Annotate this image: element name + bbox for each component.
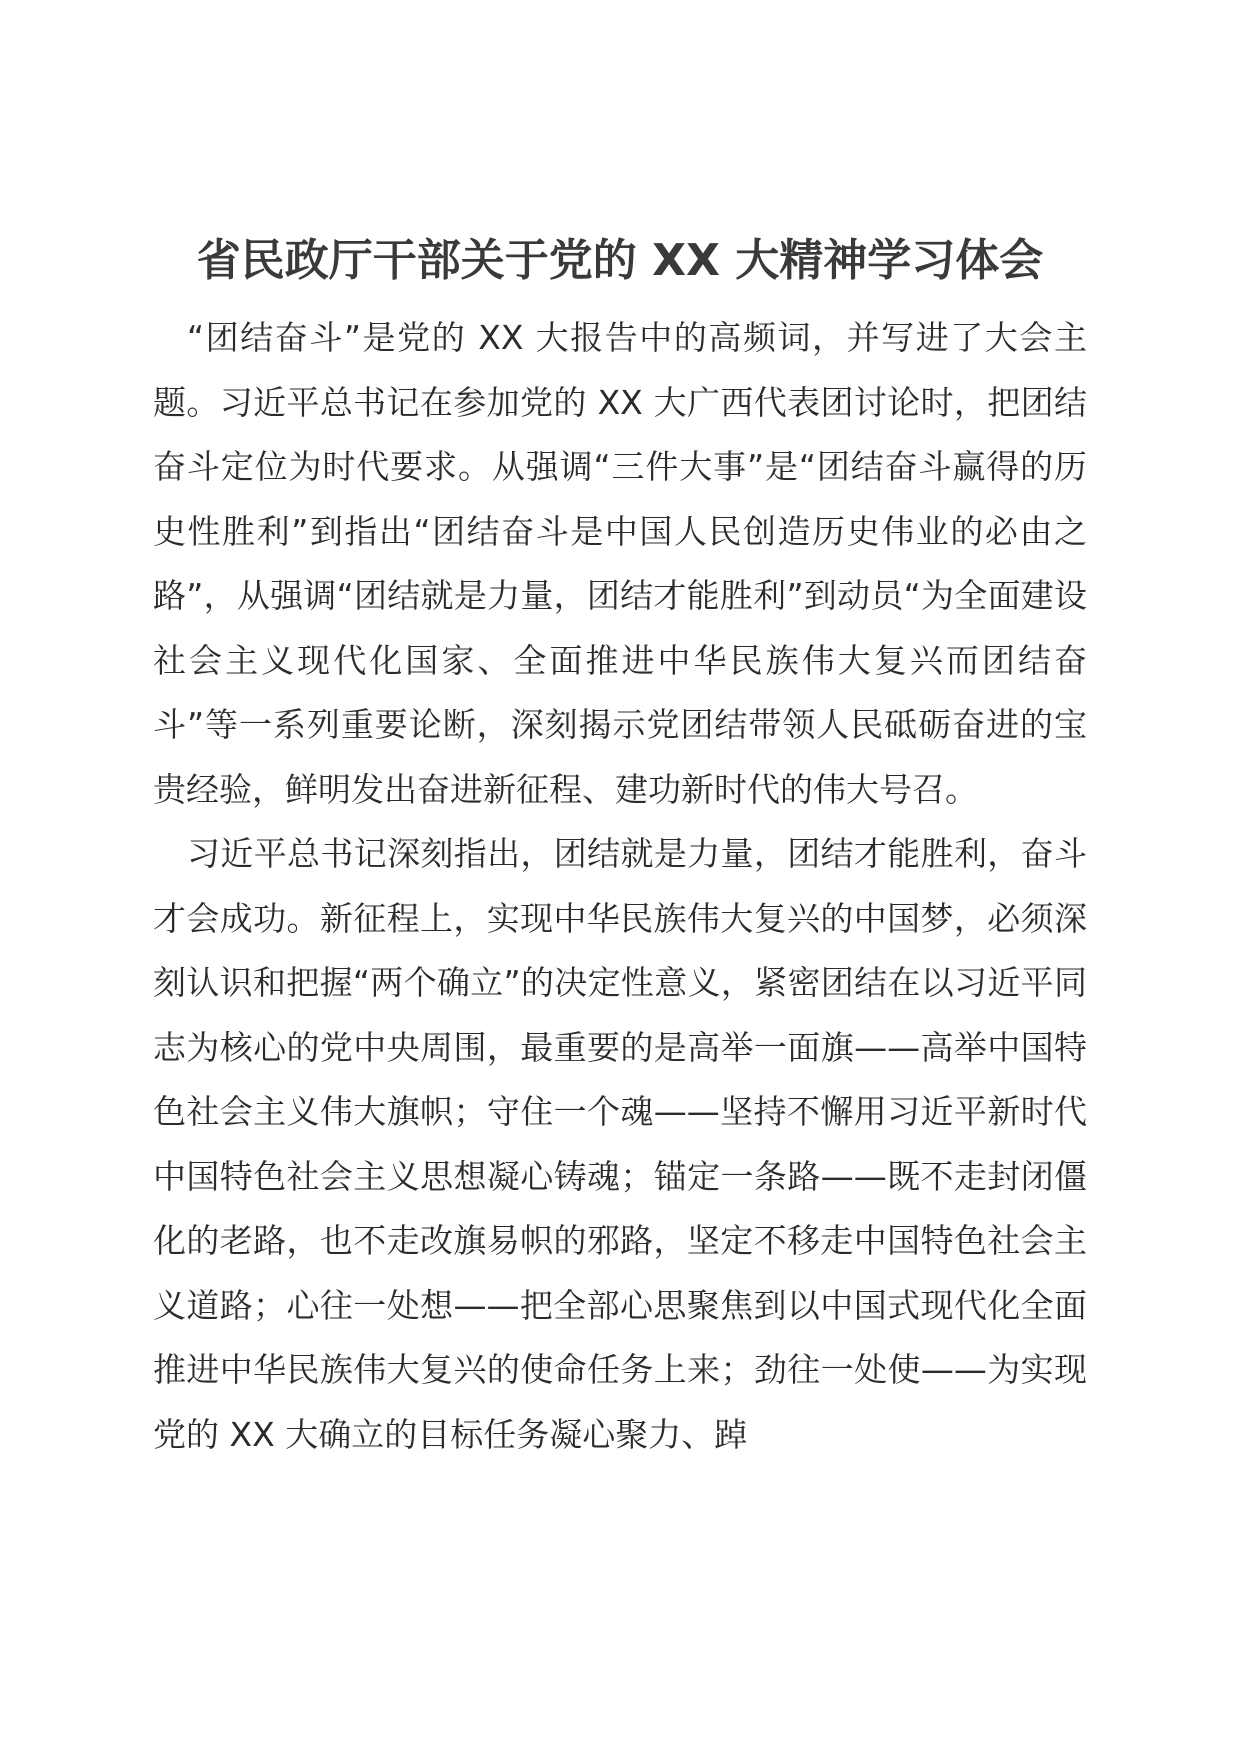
document-title: 省民政厅干部关于党的 XX 大精神学习体会 bbox=[196, 235, 1044, 286]
document-body bbox=[153, 306, 1087, 1467]
paragraph-1: “团结奋斗”是党的 XX 大报告中的高频词，并写进了大会主题。习近平总书记在参加党的 XX 大广西代表团讨论时，把团结奋斗定位为时代要求。从强调“三件大事”是“团结奋斗赢得的历史性胜利”到指出“团结奋斗是中国人民创造历史伟业的必由之路”，从强调“团结就是力量，团结才能胜利”到动员“为全面建设社会主义现代化国家、全面推进中华民族伟大复兴而团结奋斗”等一系列重要论断，深刻揭示党团结带领人民砥砺奋进的宝贵经验，鲜明发出奋进新征程、建功新时代的伟大号召。 bbox=[153, 318, 1087, 809]
paragraph-2: 习近平总书记深刻指出，团结就是力量，团结才能胜利，奋斗才会成功。新征程上，实现中华民族伟大复兴的中国梦，必须深刻认识和把握“两个确立”的决定性意义，紧密团结在以习近平同志为核心的党中央周围，最重要的是高举一面旗——高举中国特色社会主义伟大旗帜；守住一个魂——坚持不懈用习近平新时代中国特色社会主义思想凝心铸魂；锚定一条路——既不走封闭僵化的老路，也不走改旗易帜的邪路，坚定不移走中国特色社会主义道路；心往一处想——把全部心思聚焦到以中国式现代化全面推进中华民族伟大复兴的使命任务上来；劲往一处使——为实现党的 XX 大确立的目标任务凝心聚力、踔 bbox=[153, 834, 1087, 1454]
